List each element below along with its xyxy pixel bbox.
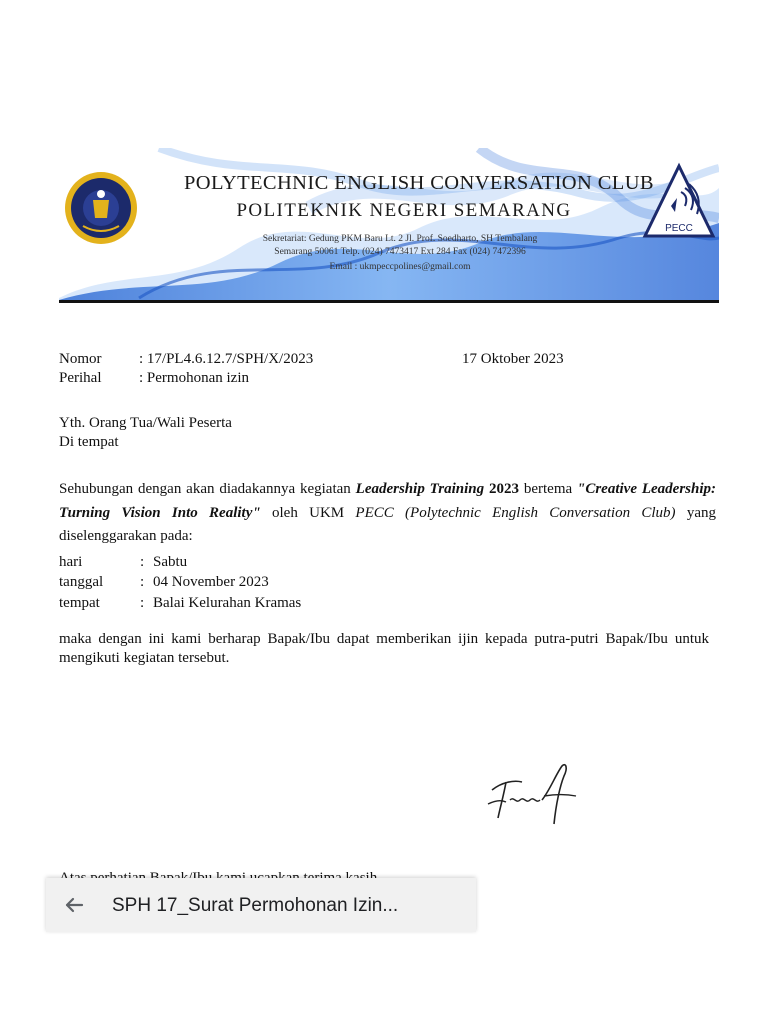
- intro-text-2: bertema: [519, 481, 578, 497]
- detail-tanggal-colon: :: [140, 574, 145, 590]
- letterhead-email: Email : ukmpeccpolines@gmail.com: [329, 262, 471, 272]
- event-theme: "Creative Leadership: Turning Vision Into Reality": [59, 481, 717, 521]
- letterhead-subtitle: POLITEKNIK NEGERI SEMARANG: [236, 200, 572, 221]
- event-year: 2023: [484, 481, 519, 497]
- intro-text-3: oleh UKM: [260, 504, 356, 521]
- letterhead-title: POLYTECHNIC ENGLISH CONVERSATION CLUB: [183, 172, 654, 194]
- svg-text:PECC: PECC: [665, 223, 693, 234]
- arrow-back-icon: [60, 891, 88, 919]
- request-paragraph: maka dengan ini kami berharap Bapak/Ibu dapat memberikan ijin kepada putra-putri Bapak/Ibu untuk mengikuti kegiatan tersebut.: [59, 631, 709, 666]
- letterhead: [59, 148, 719, 300]
- pecc-logo: [641, 162, 717, 242]
- detail-hari-value: Sabtu: [153, 554, 188, 570]
- recipient-line2: Di tempat: [59, 434, 119, 450]
- event-name: Leadership Training: [355, 481, 485, 497]
- perihal-value: : Permohonan izin: [139, 370, 249, 386]
- blue-wave-background: [59, 148, 719, 300]
- document-viewer-bar: [46, 878, 476, 932]
- detail-tanggal-value: 04 November 2023: [153, 574, 269, 590]
- back-button[interactable]: [60, 891, 88, 919]
- recipient-line1: Yth. Orang Tua/Wali Peserta: [59, 415, 232, 431]
- document-title[interactable]: SPH 17_Surat Permohonan Izin...: [112, 895, 399, 916]
- intro-paragraph: [59, 478, 716, 549]
- letterhead-address-line1: Sekretariat: Gedung PKM Baru Lt. 2 Jl. Prof. Soedharto, SH Tembalang: [262, 234, 538, 244]
- intro-text-1: Sehubungan dengan akan diadakannya kegiatan: [59, 481, 356, 497]
- letter-date: 17 Oktober 2023: [462, 351, 564, 367]
- perihal-label: Perihal: [59, 370, 102, 386]
- letterhead-divider: [59, 300, 719, 303]
- detail-tempat-colon: :: [140, 595, 145, 611]
- nomor-value: : 17/PL4.6.12.7/SPH/X/2023: [139, 351, 314, 367]
- handwritten-signature: [484, 760, 580, 830]
- detail-tempat-label: tempat: [59, 595, 100, 611]
- detail-hari-colon: :: [140, 554, 145, 570]
- detail-tanggal-label: tanggal: [59, 574, 104, 590]
- detail-hari-label: hari: [59, 554, 83, 570]
- organizer-name: PECC (Polytechnic English Conversation Club): [355, 504, 676, 521]
- nomor-label: Nomor: [59, 351, 102, 367]
- intro-text-4: yang diselenggarakan pada:: [59, 504, 716, 544]
- letterhead-address-line2: Semarang 50061 Telp. (024) 7473417 Ext 284 Fax (024) 7472396: [274, 247, 526, 257]
- detail-tempat-value: Balai Kelurahan Kramas: [153, 595, 302, 611]
